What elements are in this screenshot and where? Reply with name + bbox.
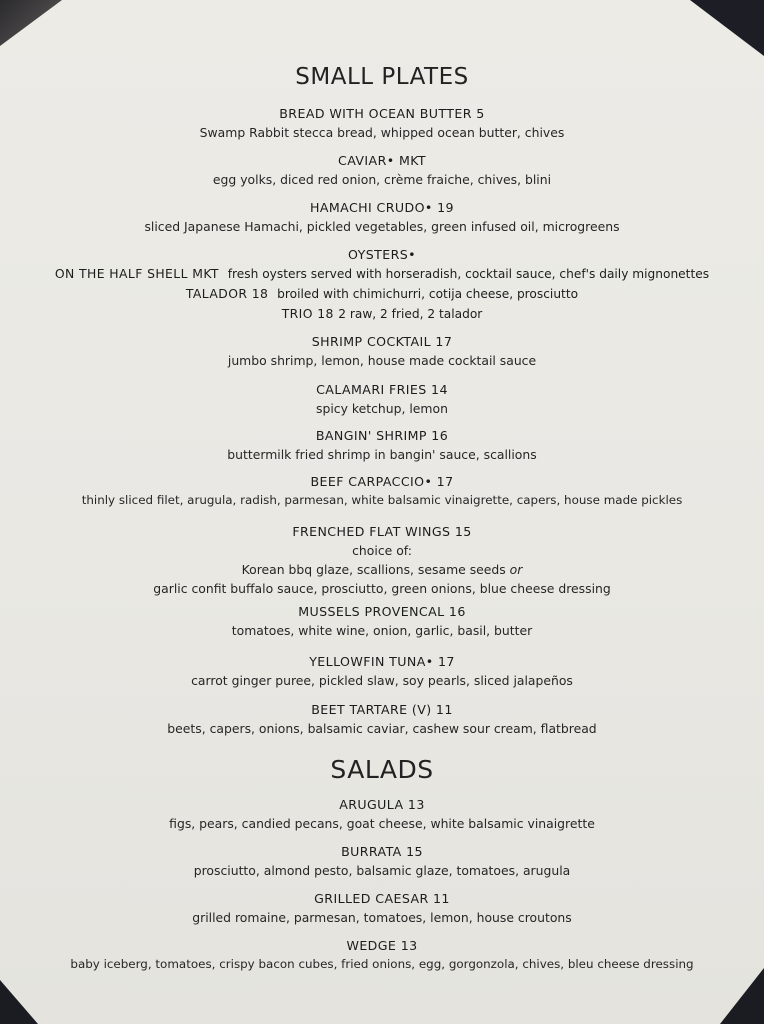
option-label: TRIO 18	[281, 306, 334, 321]
item-description: figs, pears, candied pecans, goat cheese, white balsamic vinaigrette	[169, 816, 595, 831]
item-description: baby iceberg, tomatoes, crispy bacon cubes, fried onions, egg, gorgonzola, chives, bleu cheese dressing	[70, 957, 694, 971]
item-name: BEET TARTARE (V) 11	[311, 702, 453, 717]
option-label: ON THE HALF SHELL MKT	[54, 266, 219, 281]
item-description: prosciutto, almond pesto, balsamic glaze, tomatoes, arugula	[193, 863, 571, 878]
item-description: sliced Japanese Hamachi, pickled vegetables, green infused oil, microgreens	[144, 219, 620, 234]
item-name: ARUGULA 13	[339, 797, 425, 812]
item-description: thinly sliced filet, arugula, radish, parmesan, white balsamic vinaigrette, capers, house made pickles	[81, 493, 683, 507]
small-plates-title: SMALL PLATES	[295, 64, 469, 90]
wings-option-2: garlic confit buffalo sauce, prosciutto, green onions, blue cheese dressing	[153, 581, 611, 596]
item-name: SHRIMP COCKTAIL 17	[311, 334, 453, 349]
item-name: OYSTERS•	[348, 247, 416, 262]
option-description: 2 raw, 2 fried, 2 talador	[338, 307, 483, 321]
item-name: YELLOWFIN TUNA• 17	[309, 654, 455, 669]
item-description: tomatoes, white wine, onion, garlic, basil, butter	[231, 623, 533, 638]
item-description: jumbo shrimp, lemon, house made cocktail sauce	[227, 353, 537, 368]
item-name: HAMACHI CRUDO• 19	[310, 200, 454, 215]
item-description: spicy ketchup, lemon	[316, 401, 448, 416]
item-name: CAVIAR• MKT	[338, 153, 426, 168]
item-name: BEEF CARPACCIO• 17	[310, 474, 454, 489]
menu-item-shrimp-cocktail	[0, 332, 764, 370]
oyster-option	[0, 264, 764, 284]
item-description: beets, capers, onions, balsamic caviar, cashew sour cream, flatbread	[167, 721, 597, 736]
wings-or: or	[509, 562, 523, 577]
menu-item-burrata	[0, 842, 764, 880]
option-description: fresh oysters served with horseradish, cocktail sauce, chef's daily mignonettes	[227, 267, 710, 281]
oyster-option	[0, 304, 764, 324]
item-name: WEDGE 13	[346, 938, 418, 953]
menu-item-bread	[0, 104, 764, 142]
item-name: BURRATA 15	[341, 844, 423, 859]
option-label: TALADOR 18	[185, 286, 269, 301]
oyster-option	[0, 284, 764, 304]
item-description: grilled romaine, parmesan, tomatoes, lemon, house croutons	[192, 910, 572, 925]
menu-item-yellowfin-tuna	[0, 652, 764, 690]
wings-choice-label: choice of:	[352, 543, 412, 558]
menu-item-hamachi	[0, 198, 764, 236]
item-name: BREAD WITH OCEAN BUTTER 5	[279, 106, 485, 121]
menu-item-bangin-shrimp	[0, 426, 764, 464]
salads-title: SALADS	[330, 755, 434, 784]
menu-item-flat-wings	[0, 522, 764, 598]
menu-item-calamari	[0, 380, 764, 418]
wings-option-1: Korean bbq glaze, scallions, sesame seeds	[241, 562, 506, 577]
menu-item-grilled-caesar	[0, 889, 764, 927]
item-description: carrot ginger puree, pickled slaw, soy pearls, sliced jalapeños	[191, 673, 573, 688]
option-description: broiled with chimichurri, cotija cheese, prosciutto	[277, 287, 579, 301]
item-name: BANGIN' SHRIMP 16	[315, 428, 449, 443]
item-name: FRENCHED FLAT WINGS 15	[292, 524, 472, 539]
item-name: MUSSELS PROVENCAL 16	[298, 604, 466, 619]
menu-item-beet-tartare	[0, 700, 764, 738]
item-description: buttermilk fried shrimp in bangin' sauce, scallions	[227, 447, 537, 462]
item-name: CALAMARI FRIES 14	[316, 382, 448, 397]
menu-item-caviar	[0, 151, 764, 189]
menu-item-mussels	[0, 602, 764, 640]
menu-item-arugula	[0, 795, 764, 833]
item-description: egg yolks, diced red onion, crème fraiche, chives, blini	[212, 172, 552, 187]
menu-item-oysters	[0, 245, 764, 324]
item-description: Swamp Rabbit stecca bread, whipped ocean butter, chives	[199, 125, 565, 140]
item-name: GRILLED CAESAR 11	[314, 891, 450, 906]
wings-option	[0, 560, 764, 579]
menu-item-wedge	[0, 936, 764, 974]
menu-item-beef-carpaccio	[0, 472, 764, 510]
